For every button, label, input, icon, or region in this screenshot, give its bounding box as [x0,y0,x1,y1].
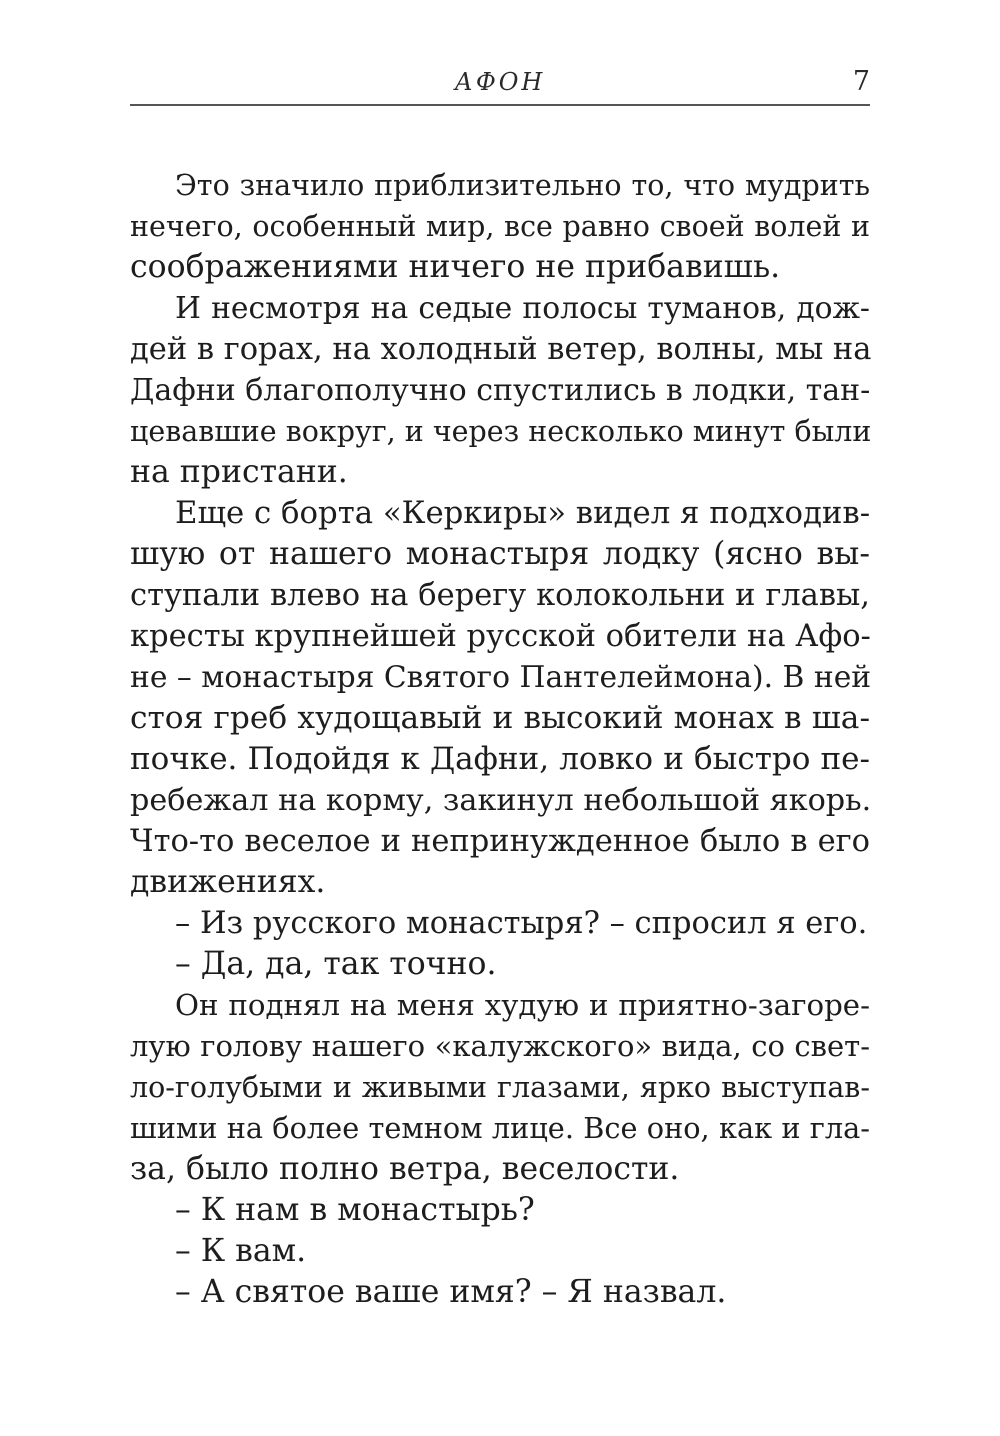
text-line: соображениями ничего не прибавишь. [130,249,781,285]
text-line: – Да, да, так точно. [175,946,497,982]
text-line: дей в горах, на холодный ветер, волны, мы на [130,332,872,367]
text-line: Что-то веселое и непринужденное было в его [130,824,870,859]
text-line: нечего, особенный мир, все равно своей волей и [130,210,870,243]
text-line: кресты крупнейшей русской обители на Афо- [130,619,871,654]
text-line: ло-голубыми и живыми глазами, ярко выступав- [130,1071,870,1104]
text-line: – А святое ваше имя? – Я назвал. [175,1274,727,1310]
running-header [130,64,870,106]
body-text [130,165,870,1313]
text-line: – К вам. [175,1233,307,1269]
text-line: лую голову нашего «калужского» вида, со свет- [130,1029,870,1063]
text-line: – Из русского монастыря? – спросил я его. [175,906,868,941]
text-line: за, было полно ветра, веселости. [130,1151,680,1187]
page-number: 7 [852,66,870,97]
text-line: цевавшие вокруг, и через несколько минут были [130,415,872,448]
text-line: движениях. [130,864,326,900]
text-line: не – монастыря Святого Пантелеймона). В ней [130,660,872,695]
running-title: АФОН [454,68,546,96]
text-line: Он поднял на меня худую и приятно-загоре- [175,988,870,1022]
text-line: шими на более темном лице. Все оно, как и гла- [130,1111,870,1145]
text-line: Это значило приблизительно то, что мудрить [175,169,870,202]
text-line: Дафни благополучно спустились в лодки, тан- [130,373,871,408]
text-line: стоя греб худощавый и высокий монах в ша- [130,700,870,736]
text-line: на пристани. [130,454,348,490]
text-line: – К нам в монастырь? [175,1192,535,1228]
text-line: ступали влево на берегу колокольни и главы, [130,578,870,613]
text-line: Еще с борта «Керкиры» видел я подходив- [175,495,871,531]
text-line: почке. Подойдя к Дафни, ловко и быстро пе- [130,741,870,777]
text-line: И несмотря на седые полосы туманов, дож- [175,291,870,326]
text-line: шую от нашего монастыря лодку (ясно вы- [130,536,870,572]
text-line: ребежал на корму, закинул небольшой якорь. [130,783,872,818]
